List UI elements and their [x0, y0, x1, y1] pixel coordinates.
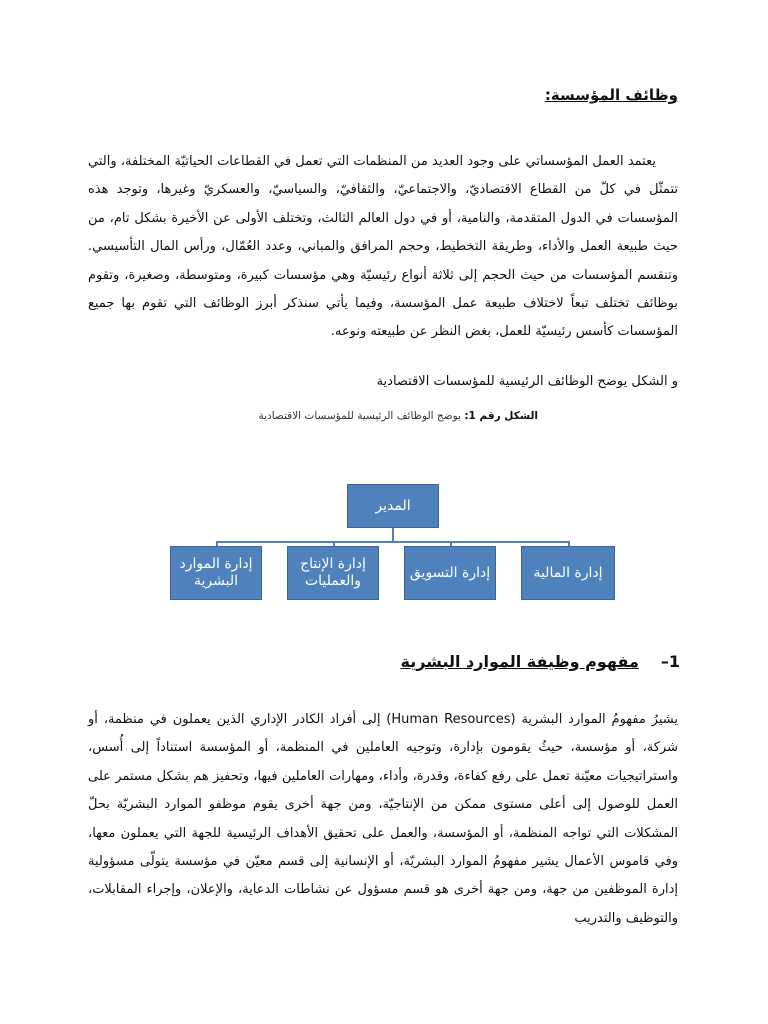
figure-caption — [258, 410, 538, 422]
org-node-marketing: إدارة التسويق — [404, 546, 496, 600]
section-heading — [401, 652, 680, 671]
figure-intro-paragraph: و الشكل يوضح الوظائف الرئيسية للمؤسسات الاقتصادية — [376, 374, 678, 389]
hr-paragraph: يشيرُ مفهومُ الموارد البشرية (Human Resources) إلى أفراد الكادر الإداري الذين يعملون في منظمة، أو شركة، أو مؤسسة، حيثُ يقومون بإدارة، وتوجيه العاملين في المنظمة، أو المؤسسة استناداً إلى أُسس، واستراتيجيات معيّنة تعمل على رفع كفاءة، وقدرة، وأداء، ومهارات العاملين فيها، وتحفيز هم بشكل مستمر على العمل للوصول إلى أعلى مستوى ممكن من الإنتاجيّة، ومن جهة أخرى يقوم موظفو الموارد البشريّة بحلّ المشكلات التي تواجه المنظمة، أو المؤسسة، والعمل على تحقيق الأهداف الرئيسية للجهة التي يعملون معها، وفي قاموس الأعمال يشير مفهومُ الموارد البشريّة، أو الإنسانية إلى قسم معيّن في مؤسسة يتولّى مسؤولية إدارة الموظفين من جهة، ومن جهة أخرى هو قسم مسؤول عن نشاطات الدعاية، والإعلان، وإجراء المقابلات، والتوظيف والتدريب — [88, 712, 678, 926]
figure-caption-label: الشكل رقم 1: — [464, 410, 538, 422]
section-title: مفهوم وظيفة الموارد البشرية — [400, 652, 639, 671]
page-heading: وظائف المؤسسة: — [544, 86, 678, 104]
intro-paragraph: يعتمد العمل المؤسساتي على وجود العديد من المنظمات التي تعمل في القطاعات الحياتيّة المختلفة، والتي تتمثّل في كلّ من القطاع الاقتصاديّ، والاجتماعيّ، والثقافيّ، والسياسيّ، والعسكريّ وغيرها، وتوجد هذه المؤسسات في الدول المتقدمة، والنامية، أو في دول العالم الثالث، وتختلف الأولى عن الأخيرة بشكل تام، من حيث طبيعة العمل والأداء، وطريقة التخطيط، وحجم المرافق والمباني، وعدد العُمّال، ورأس المال التأسيسي. وتنقسم المؤسسات من حيث الحجم إلى ثلاثة أنواع رئيسيّة وهي مؤسسات كبيرة، ومتوسطة، وصغيرة، وتقوم بوظائف تختلف تبعاً لاختلاف طبيعة عمل المؤسسة، وفيما يأتي سنذكر أبرز الوظائف التي تقوم بها جميع المؤسسات كأسس رئيسيّة للعمل، بغض النظر عن طبيعته ونوعه. — [88, 154, 678, 340]
section-number: 1– — [660, 652, 680, 671]
org-node-production: إدارة الإنتاج والعمليات — [287, 546, 379, 600]
connector-root-down — [392, 528, 394, 542]
org-node-hr: إدارة الموارد البشرية — [170, 546, 262, 600]
figure-caption-text: يوضح الوظائف الرئيسية للمؤسسات الاقتصادية — [258, 410, 461, 422]
org-node-finance: إدارة المالية — [521, 546, 615, 600]
connector-horizontal — [216, 541, 570, 543]
org-node-manager: المدير — [347, 484, 439, 528]
org-chart — [170, 484, 615, 600]
